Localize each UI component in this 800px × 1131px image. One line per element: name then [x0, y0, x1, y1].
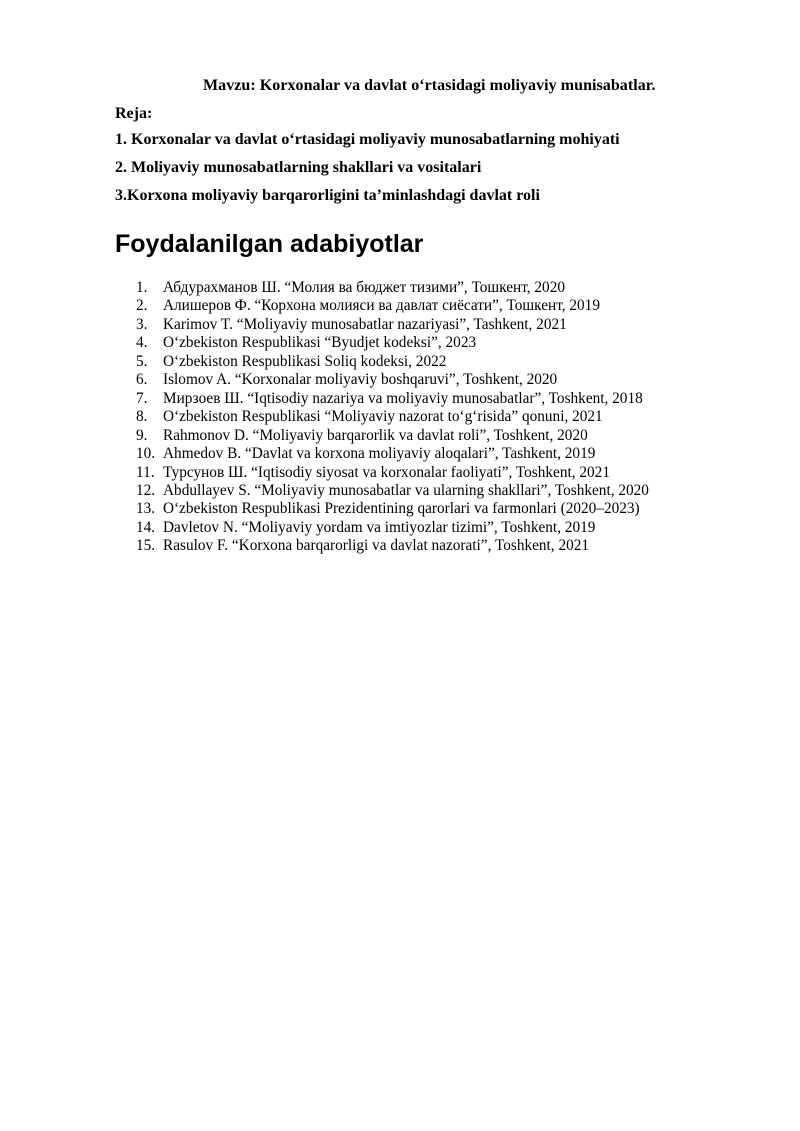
- reference-text: O‘zbekiston Respublikasi “Moliyaviy nazorat to‘g‘risida” qonuni, 2021: [163, 408, 603, 426]
- reference-number: 14.: [136, 518, 156, 536]
- plan-item: 1. Korxonalar va davlat o‘rtasidagi moliyaviy munosabatlarning mohiyati: [115, 131, 620, 148]
- reference-number: 7.: [136, 389, 148, 407]
- reference-text: Ahmedov B. “Davlat va korxona moliyaviy aloqalari”, Tashkent, 2019: [163, 445, 596, 463]
- reference-item: [136, 482, 649, 500]
- reference-item: [136, 519, 649, 537]
- reference-text: Мирзоев Ш. “Iqtisodiy nazariya va moliyaviy munosabatlar”, Toshkent, 2018: [163, 389, 643, 407]
- reference-text: Abdullayev S. “Moliyaviy munosabatlar va ularning shakllari”, Toshkent, 2020: [163, 481, 649, 499]
- reference-number: 11.: [136, 463, 155, 481]
- reference-item: [136, 537, 649, 555]
- reference-number: 13.: [136, 500, 156, 518]
- reference-text: Турсунов Ш. “Iqtisodiy siyosat va korxonalar faoliyati”, Toshkent, 2021: [163, 463, 610, 481]
- reference-text: O‘zbekiston Respublikasi “Byudjet kodeksi”, 2023: [163, 334, 477, 352]
- reference-text: Islomov A. “Korxonalar moliyaviy boshqaruvi”, Toshkent, 2020: [163, 371, 558, 389]
- reference-item: [136, 427, 649, 445]
- reference-item: [136, 464, 649, 482]
- reference-number: 4.: [136, 334, 148, 352]
- reference-item: [136, 445, 649, 463]
- reference-number: 9.: [136, 426, 148, 444]
- reference-item: [136, 279, 649, 297]
- plan-label: Reja:: [115, 105, 153, 122]
- reference-number: 5.: [136, 352, 148, 370]
- document-topic: Mavzu: Korxonalar va davlat o‘rtasidagi moliyaviy munisabatlar.: [203, 77, 656, 94]
- references-heading: Foydalanilgan adabiyotlar: [115, 230, 424, 258]
- reference-item: [136, 500, 649, 518]
- reference-item: [136, 297, 649, 315]
- reference-item: [136, 390, 649, 408]
- plan-item: 3.Korxona moliyaviy barqarorligini ta’minlashdagi davlat roli: [115, 187, 540, 204]
- references-list: [136, 279, 649, 556]
- reference-text: O‘zbekiston Respublikasi Prezidentining qarorlari va farmonlari (2020–2023): [163, 500, 640, 518]
- reference-text: Абдурахманов Ш. “Молия ва бюджет тизими”, Тошкент, 2020: [163, 279, 565, 296]
- reference-text: Davletov N. “Moliyaviy yordam va imtiyozlar tizimi”, Toshkent, 2019: [163, 518, 596, 536]
- reference-text: Karimov T. “Moliyaviy munosabatlar nazariyasi”, Tashkent, 2021: [163, 315, 567, 333]
- reference-number: 15.: [136, 537, 156, 555]
- reference-item: [136, 353, 649, 371]
- reference-item: [136, 408, 649, 426]
- reference-text: Алишеров Ф. “Корхона молияси ва давлат сиёсати”, Тошкент, 2019: [163, 297, 600, 315]
- reference-number: 8.: [136, 408, 148, 426]
- reference-number: 12.: [136, 481, 156, 499]
- reference-number: 10.: [136, 445, 156, 463]
- reference-number: 6.: [136, 371, 148, 389]
- reference-number: 1.: [136, 279, 148, 296]
- reference-text: Rahmonov D. “Moliyaviy barqarorlik va davlat roli”, Toshkent, 2020: [163, 426, 588, 444]
- plan-item: 2. Moliyaviy munosabatlarning shakllari va vositalari: [115, 159, 482, 176]
- reference-item: [136, 334, 649, 352]
- reference-text: Rasulov F. “Korxona barqarorligi va davlat nazorati”, Toshkent, 2021: [163, 537, 590, 555]
- reference-number: 2.: [136, 297, 148, 315]
- reference-item: [136, 316, 649, 334]
- reference-number: 3.: [136, 315, 148, 333]
- reference-text: O‘zbekiston Respublikasi Soliq kodeksi, 2022: [163, 352, 447, 370]
- reference-item: [136, 371, 649, 389]
